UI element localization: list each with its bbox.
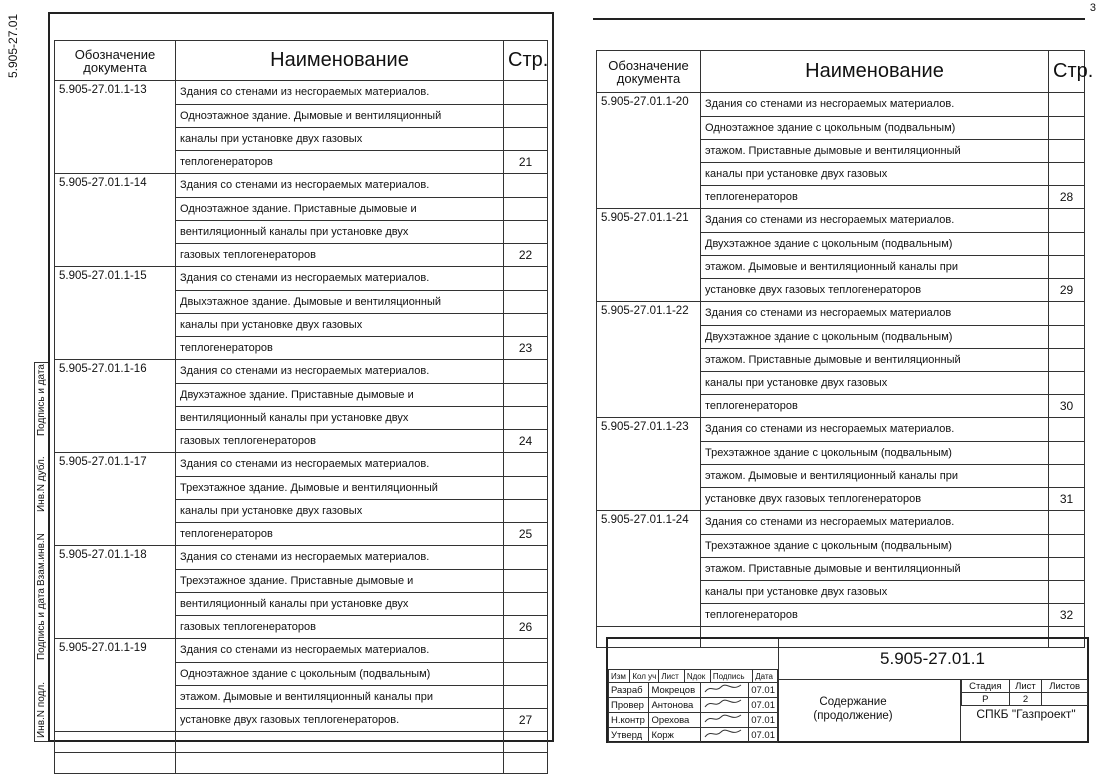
doc-name-line: Двухэтажное здание с цокольным (подвальным) [701, 325, 1049, 348]
stamp-person: Мокрецов [649, 683, 701, 698]
table-row [597, 348, 1085, 371]
stamp-col-header: Кол уч [630, 670, 659, 683]
page-ref: 31 [1049, 487, 1085, 511]
doc-name-line: теплогенераторов [701, 394, 1049, 418]
left-toc-table [54, 40, 548, 774]
stamp-date: 07.01 [749, 683, 778, 698]
page-ref-empty [1049, 139, 1085, 162]
page-ref-empty [1049, 464, 1085, 487]
page-ref-empty [504, 569, 548, 592]
table-row [55, 243, 548, 267]
doc-code-cont [55, 569, 176, 592]
doc-name-line: установке двух газовых теплогенераторов [701, 487, 1049, 511]
doc-code-cont [55, 104, 176, 127]
doc-name-line: теплогенераторов [176, 336, 504, 360]
page-ref-empty [504, 174, 548, 198]
table-row [55, 476, 548, 499]
doc-code: 5.905-27.01.1-24 [597, 511, 701, 535]
page-ref-empty [1049, 580, 1085, 603]
table-row [55, 569, 548, 592]
doc-name-line: Трехэтажное здание. Дымовые и вентиляционный [176, 476, 504, 499]
doc-name-line: Здания со стенами из несгораемых материалов. [701, 209, 1049, 233]
doc-code-cont [55, 499, 176, 522]
page-ref: 28 [1049, 185, 1085, 209]
doc-name-line: установке двух газовых теплогенераторов [701, 278, 1049, 302]
doc-code: 5.905-27.01.1-13 [55, 81, 176, 105]
table-row [55, 104, 548, 127]
page-ref-empty [504, 360, 548, 384]
table-row [597, 325, 1085, 348]
table-row [55, 708, 548, 732]
doc-code-cont [597, 441, 701, 464]
doc-code-cont [597, 139, 701, 162]
doc-name-line: Здания со стенами из несгораемых материалов. [701, 511, 1049, 535]
doc-name-line: Здания со стенами из несгораемых материалов. [176, 360, 504, 384]
header-designation: Обозначение документа [55, 41, 176, 81]
table-row [55, 220, 548, 243]
doc-code-cont [597, 603, 701, 627]
doc-name-line: Двухэтажное здание. Приставные дымовые и [176, 383, 504, 406]
header-name-right: Наименование [701, 51, 1049, 93]
table-row [597, 487, 1085, 511]
table-row [55, 546, 548, 570]
page-ref-empty [504, 546, 548, 570]
table-row [597, 603, 1085, 627]
doc-name-line: Трехэтажное здание. Приставные дымовые и [176, 569, 504, 592]
empty-row [55, 753, 548, 774]
doc-name-line: Здания со стенами из несгораемых материалов. [701, 93, 1049, 117]
doc-name-line: Трехэтажное здание с цокольным (подвальным) [701, 441, 1049, 464]
doc-name-line: Здания со стенами из несгораемых материалов. [176, 174, 504, 198]
table-row [597, 580, 1085, 603]
table-row [597, 418, 1085, 442]
stamp-role: Н.контр [609, 713, 649, 728]
stamp-title: Содержание (продолжение) [813, 696, 893, 722]
side-label: Взам.инв.N [36, 533, 47, 586]
doc-code-cont [597, 232, 701, 255]
doc-code-cont [597, 487, 701, 511]
page-ref: 24 [504, 429, 548, 453]
table-row [55, 360, 548, 384]
right-toc-table [596, 50, 1094, 648]
doc-name-line: Одноэтажное здание. Приставные дымовые и [176, 197, 504, 220]
doc-code: 5.905-27.01.1-14 [55, 174, 176, 198]
side-label: Инв.N дубл. [36, 456, 47, 512]
doc-code-cont [597, 394, 701, 418]
doc-code-cont [55, 476, 176, 499]
doc-code-cont [55, 313, 176, 336]
stamp-col-header: Лист [659, 670, 684, 683]
doc-code-cont [55, 522, 176, 546]
doc-name-line: Здания со стенами из несгораемых материалов. [176, 267, 504, 291]
doc-name-line: вентиляционный каналы при установке двух [176, 406, 504, 429]
doc-code-cont [597, 162, 701, 185]
table-row [55, 336, 548, 360]
table-row [55, 267, 548, 291]
table-row [55, 383, 548, 406]
stamp-role: Провер [609, 698, 649, 713]
doc-name-line: Трехэтажное здание с цокольным (подвальным) [701, 534, 1049, 557]
doc-name-line: каналы при установке двух газовых [701, 580, 1049, 603]
doc-name-line: Здания со стенами из несгораемых материалов. [176, 453, 504, 477]
stamp-col-header: Подпись [710, 670, 752, 683]
table-row [55, 406, 548, 429]
doc-code-cont [55, 336, 176, 360]
page-ref-empty [1049, 511, 1085, 535]
table-row [55, 592, 548, 615]
page-ref-empty [504, 267, 548, 291]
table-row [55, 685, 548, 708]
table-row [55, 313, 548, 336]
doc-name-line: Двухэтажное здание с цокольным (подвальным) [701, 232, 1049, 255]
signature [701, 713, 749, 728]
doc-code-cont [55, 383, 176, 406]
sheets-label: Листов [1042, 680, 1088, 693]
page-number: 3 [1089, 2, 1096, 14]
signature [701, 698, 749, 713]
table-row [597, 278, 1085, 302]
table-row [55, 662, 548, 685]
page-ref-empty [504, 453, 548, 477]
doc-code-cont [55, 708, 176, 732]
stamp-person: Корж [649, 728, 701, 743]
doc-code-cont [55, 615, 176, 639]
doc-code-cont [597, 255, 701, 278]
signature [701, 728, 749, 743]
page-ref-empty [1049, 93, 1085, 117]
header-page-right: Стр. [1049, 51, 1085, 93]
page-ref-empty [1049, 441, 1085, 464]
table-row [597, 116, 1085, 139]
page-ref: 29 [1049, 278, 1085, 302]
doc-code: 5.905-27.01.1-17 [55, 453, 176, 477]
table-row [55, 429, 548, 453]
page-ref-empty [504, 476, 548, 499]
stage-value: Р [962, 693, 1010, 706]
doc-name-line: каналы при установке двух газовых [176, 499, 504, 522]
doc-name-line: установке двух газовых теплогенераторов. [176, 708, 504, 732]
table-row [597, 209, 1085, 233]
table-row [597, 441, 1085, 464]
doc-code-cont [55, 127, 176, 150]
doc-name-line: Здания со стенами из несгораемых материалов. [176, 639, 504, 663]
doc-code-cont [55, 150, 176, 174]
doc-code-cont [597, 464, 701, 487]
doc-name-line: этажом. Дымовые и вентиляционный каналы при [176, 685, 504, 708]
page-ref-empty [504, 127, 548, 150]
page-ref-empty [1049, 255, 1085, 278]
doc-code: 5.905-27.01.1-19 [55, 639, 176, 663]
stamp-person: Антонова [649, 698, 701, 713]
page-ref: 32 [1049, 603, 1085, 627]
page-ref-empty [504, 313, 548, 336]
doc-code-cont [55, 220, 176, 243]
doc-name-line: газовых теплогенераторов [176, 243, 504, 267]
sheet-value: 2 [1009, 693, 1042, 706]
page-ref: 22 [504, 243, 548, 267]
doc-code-cont [597, 278, 701, 302]
table-row [597, 534, 1085, 557]
signature [701, 683, 749, 698]
header-name: Наименование [176, 41, 504, 81]
doc-code-cont [597, 348, 701, 371]
page-ref-empty [504, 81, 548, 105]
doc-name-line: Одноэтажное здание с цокольным (подвальным) [176, 662, 504, 685]
table-row [55, 453, 548, 477]
table-row [597, 93, 1085, 117]
doc-code: 5.905-27.01.1-22 [597, 302, 701, 326]
page-ref-empty [504, 290, 548, 313]
doc-name-line: Одноэтажное здание с цокольным (подвальным) [701, 116, 1049, 139]
page-ref-empty [1049, 302, 1085, 326]
doc-code-cont [55, 406, 176, 429]
doc-name-line: Одноэтажное здание. Дымовые и вентиляционный [176, 104, 504, 127]
page-ref-empty [504, 639, 548, 663]
doc-name-line: каналы при установке двух газовых [701, 162, 1049, 185]
doc-name-line: каналы при установке двух газовых [176, 127, 504, 150]
page-ref-empty [1049, 116, 1085, 139]
table-row [597, 394, 1085, 418]
page-ref: 27 [504, 708, 548, 732]
doc-name-line: теплогенераторов [176, 522, 504, 546]
table-row [55, 197, 548, 220]
table-row [597, 371, 1085, 394]
table-row [55, 522, 548, 546]
doc-code-cont [597, 185, 701, 209]
page-ref-empty [504, 685, 548, 708]
page-ref-empty [1049, 348, 1085, 371]
page-ref-empty [504, 197, 548, 220]
table-row [597, 302, 1085, 326]
table-row [597, 139, 1085, 162]
page-ref-empty [504, 662, 548, 685]
side-label: Подпись и дата [36, 588, 47, 660]
table-row [55, 290, 548, 313]
stamp-date: 07.01 [749, 728, 778, 743]
stamp-role: Разраб [609, 683, 649, 698]
stamp-date: 07.01 [749, 713, 778, 728]
stamp-col-header: Nдок [684, 670, 710, 683]
doc-name-line: этажом. Приставные дымовые и вентиляционный [701, 139, 1049, 162]
doc-code: 5.905-27.01.1-21 [597, 209, 701, 233]
doc-code-cont [597, 557, 701, 580]
doc-code-cont [597, 580, 701, 603]
stamp-doc-code: 5.905-27.01.1 [778, 639, 1087, 680]
stage-label: Стадия [962, 680, 1010, 693]
doc-name-line: этажом. Приставные дымовые и вентиляционный [701, 348, 1049, 371]
doc-code-cont [55, 429, 176, 453]
page-ref: 26 [504, 615, 548, 639]
doc-code-cont [55, 592, 176, 615]
page-ref: 23 [504, 336, 548, 360]
table-row [55, 174, 548, 198]
page-ref: 21 [504, 150, 548, 174]
table-row [597, 255, 1085, 278]
doc-code: 5.905-27.01.1-20 [597, 93, 701, 117]
header-designation-right: Обозначение документа [597, 51, 701, 93]
doc-name-line: вентиляционный каналы при установке двух [176, 592, 504, 615]
doc-name-line: каналы при установке двух газовых [176, 313, 504, 336]
side-code: 5.905-27.01 [6, 13, 20, 78]
page-ref-empty [1049, 209, 1085, 233]
doc-name-line: каналы при установке двух газовых [701, 371, 1049, 394]
doc-code-cont [597, 116, 701, 139]
doc-name-line: Здания со стенами из несгораемых материалов. [701, 418, 1049, 442]
table-row [597, 185, 1085, 209]
page-ref-empty [1049, 371, 1085, 394]
table-row [597, 162, 1085, 185]
page-ref-empty [504, 406, 548, 429]
doc-code-cont [55, 662, 176, 685]
doc-code-cont [597, 325, 701, 348]
doc-name-line: Здания со стенами из несгораемых материалов. [176, 81, 504, 105]
stamp-role: Утверд [609, 728, 649, 743]
page-ref-empty [1049, 232, 1085, 255]
table-row [55, 150, 548, 174]
table-row [55, 81, 548, 105]
table-row [597, 464, 1085, 487]
page-ref: 25 [504, 522, 548, 546]
header-page: Стр. [504, 41, 548, 81]
table-row [597, 511, 1085, 535]
page-ref-empty [1049, 325, 1085, 348]
doc-name-line: теплогенераторов [176, 150, 504, 174]
table-row [55, 639, 548, 663]
sheet-label: Лист [1009, 680, 1042, 693]
doc-code: 5.905-27.01.1-16 [55, 360, 176, 384]
doc-name-line: вентиляционный каналы при установке двух [176, 220, 504, 243]
doc-code-cont [55, 197, 176, 220]
doc-name-line: Двыхэтажное здание. Дымовые и вентиляционный [176, 290, 504, 313]
page-ref-empty [1049, 418, 1085, 442]
stamp-person: Орехова [649, 713, 701, 728]
doc-name-line: теплогенераторов [701, 185, 1049, 209]
page-ref-empty [1049, 557, 1085, 580]
doc-code-cont [55, 685, 176, 708]
doc-name-line: этажом. Дымовые и вентиляционный каналы при [701, 255, 1049, 278]
page-ref-empty [1049, 534, 1085, 557]
doc-name-line: Здания со стенами из несгораемых материалов [701, 302, 1049, 326]
page-ref-empty [1049, 162, 1085, 185]
side-label: Инв.N подл. [36, 681, 47, 738]
organization: СПКБ "Газпроект" [976, 707, 1076, 721]
doc-name-line: газовых теплогенераторов [176, 615, 504, 639]
empty-row [55, 732, 548, 753]
table-row [55, 127, 548, 150]
doc-name-line: Здания со стенами из несгораемых материалов. [176, 546, 504, 570]
title-block [606, 637, 1089, 743]
page-ref-empty [504, 499, 548, 522]
stamp-date: 07.01 [749, 698, 778, 713]
table-row [597, 232, 1085, 255]
page-ref-empty [504, 592, 548, 615]
doc-code-cont [597, 534, 701, 557]
doc-name-line: газовых теплогенераторов [176, 429, 504, 453]
page-ref: 30 [1049, 394, 1085, 418]
doc-code-cont [55, 243, 176, 267]
table-row [55, 499, 548, 522]
doc-name-line: этажом. Дымовые и вентиляционный каналы при [701, 464, 1049, 487]
doc-code: 5.905-27.01.1-18 [55, 546, 176, 570]
side-label: Подпись и дата [36, 364, 47, 436]
doc-code-cont [597, 371, 701, 394]
table-row [55, 615, 548, 639]
doc-name-line: этажом. Приставные дымовые и вентиляционный [701, 557, 1049, 580]
doc-name-line: теплогенераторов [701, 603, 1049, 627]
doc-code: 5.905-27.01.1-23 [597, 418, 701, 442]
doc-code: 5.905-27.01.1-15 [55, 267, 176, 291]
doc-code-cont [55, 290, 176, 313]
stamp-col-header: Дата [753, 670, 778, 683]
table-row [597, 557, 1085, 580]
page-ref-empty [504, 220, 548, 243]
stamp-col-header: Изм [609, 670, 630, 683]
page-ref-empty [504, 383, 548, 406]
page-ref-empty [504, 104, 548, 127]
